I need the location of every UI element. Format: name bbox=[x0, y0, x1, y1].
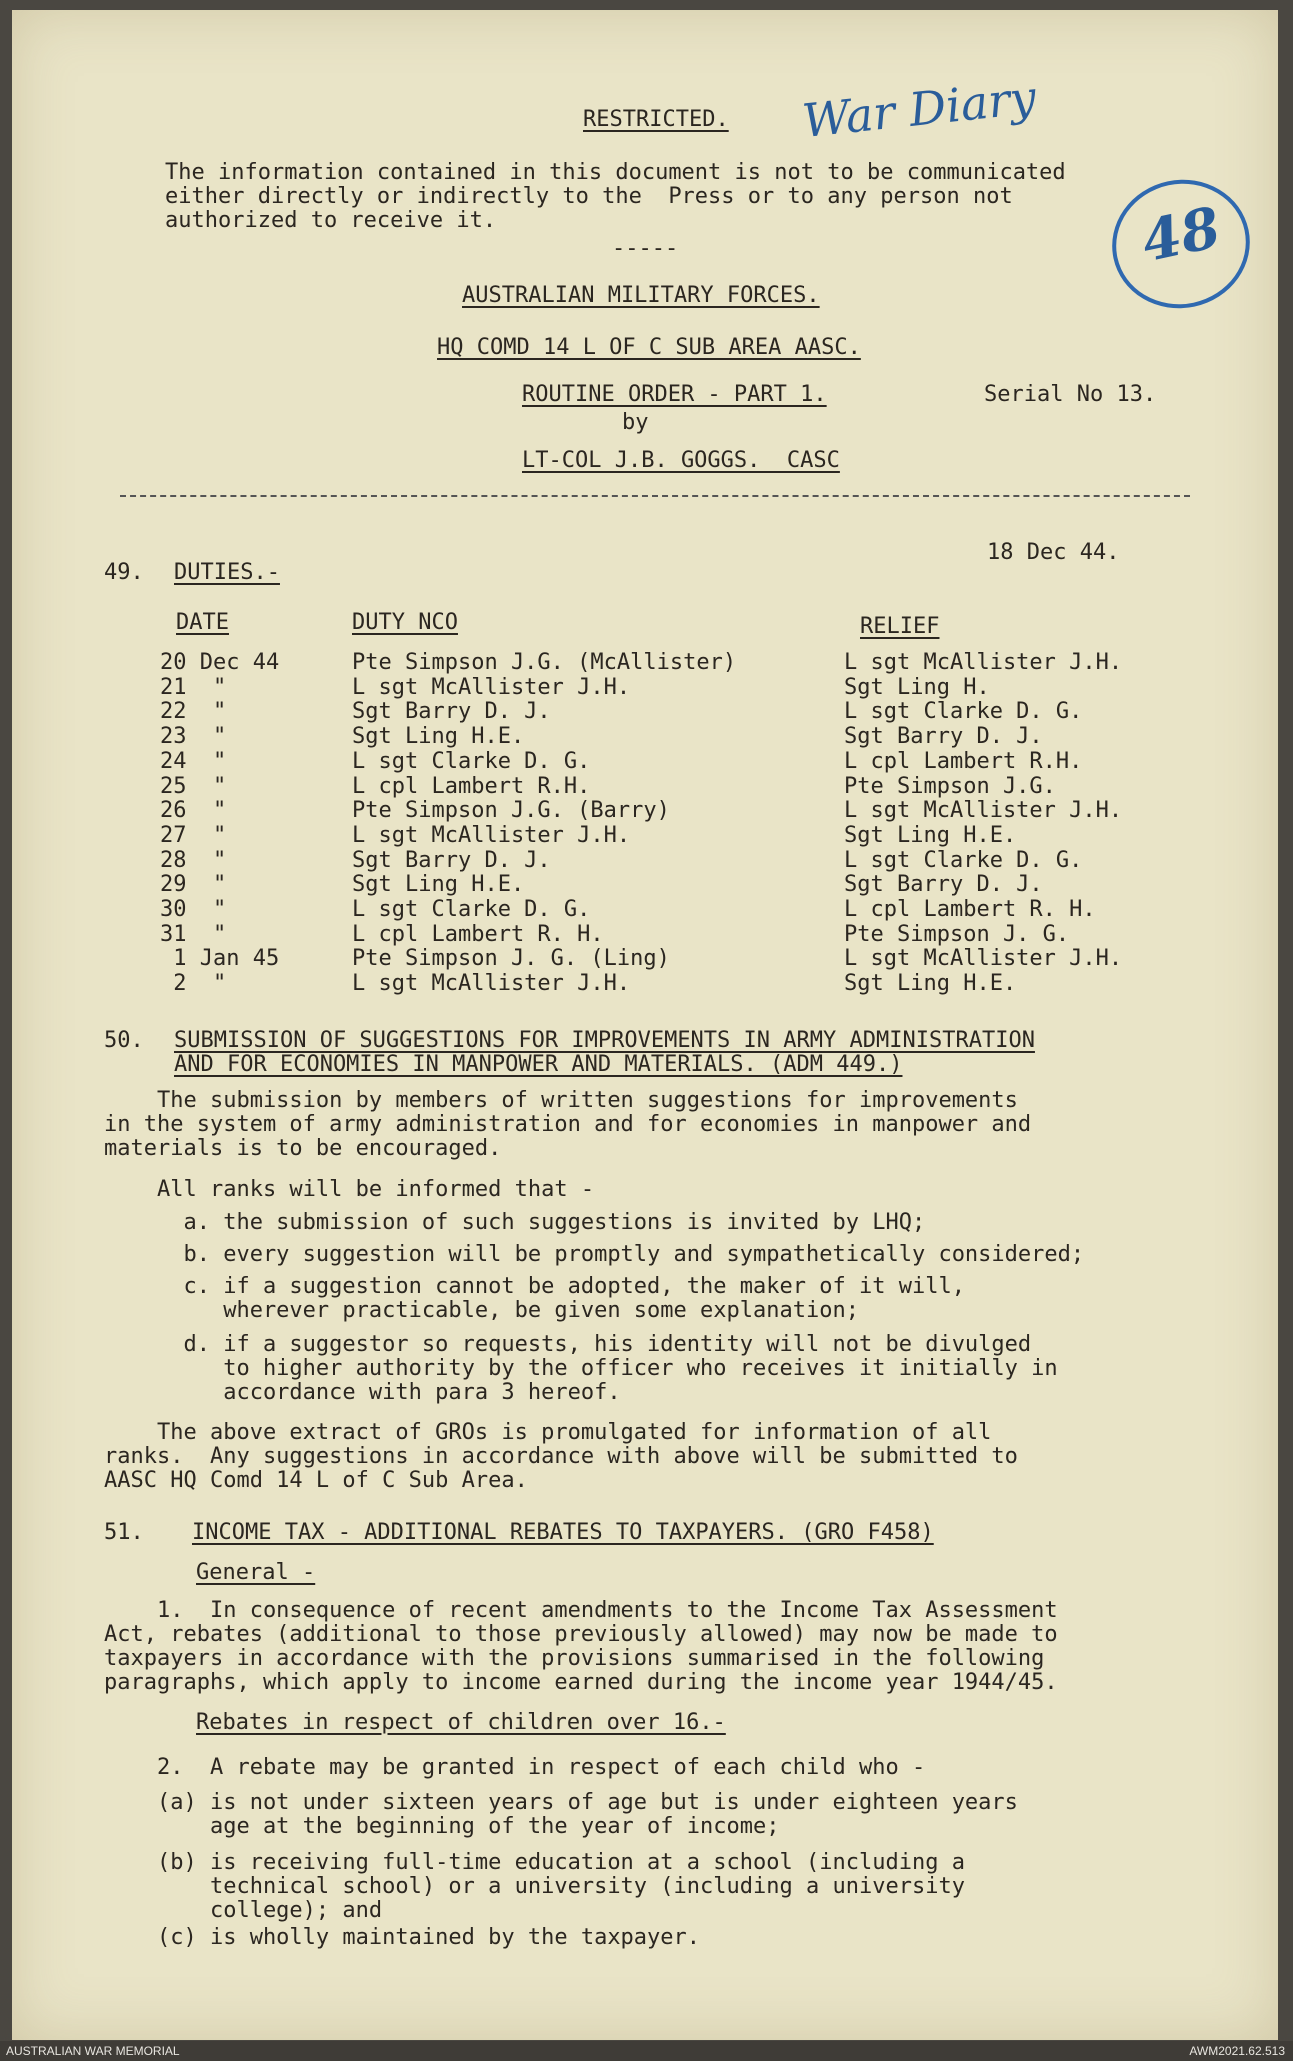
section-title: SUBMISSION OF SUGGESTIONS FOR IMPROVEMENTS IN ARMY ADMINISTRATION bbox=[174, 1028, 1035, 1053]
divider bbox=[120, 495, 1190, 497]
cell-date: 24 " bbox=[160, 749, 227, 774]
org-title: AUSTRALIAN MILITARY FORCES. bbox=[462, 283, 820, 308]
officer-name: LT-COL J.B. GOGGS. CASC bbox=[522, 448, 840, 473]
paragraph-line: in the system of army administration and for economies in manpower and bbox=[104, 1112, 1032, 1137]
cell-nco: Pte Simpson J.G. (Barry) bbox=[352, 798, 670, 823]
cell-nco: Sgt Ling H.E. bbox=[352, 872, 525, 897]
paragraph-line: ranks. Any suggestions in accordance with above will be submitted to bbox=[104, 1444, 1018, 1469]
cell-relief: Sgt Ling H. bbox=[844, 675, 990, 700]
cell-date: 1 Jan 45 bbox=[160, 946, 280, 971]
column-header-relief: RELIEF bbox=[860, 614, 940, 639]
cell-relief: Pte Simpson J. G. bbox=[844, 922, 1070, 947]
paragraph-line: All ranks will be informed that - bbox=[104, 1177, 595, 1202]
cell-nco: Sgt Ling H.E. bbox=[352, 724, 525, 749]
cell-nco: L sgt Clarke D. G. bbox=[352, 749, 591, 774]
section-title: INCOME TAX - ADDITIONAL REBATES TO TAXPAYERS. (GRO F458) bbox=[192, 1520, 934, 1545]
cell-date: 26 " bbox=[160, 798, 227, 823]
cell-relief: L sgt McAllister J.H. bbox=[844, 650, 1123, 675]
cell-nco: L sgt McAllister J.H. bbox=[352, 971, 631, 996]
circled-number: 48 bbox=[1136, 194, 1227, 276]
cell-date: 31 " bbox=[160, 922, 227, 947]
list-item: (b) is receiving full-time education at a school (including a bbox=[104, 1850, 965, 1875]
cell-relief: Sgt Barry D. J. bbox=[844, 872, 1043, 897]
cell-relief: L sgt McAllister J.H. bbox=[844, 798, 1123, 823]
cell-nco: Sgt Barry D. J. bbox=[352, 699, 551, 724]
column-header-date: DATE bbox=[176, 610, 229, 635]
footer-accession: AWM2021.62.513 bbox=[1189, 2044, 1285, 2058]
list-item: wherever practicable, be given some explanation; bbox=[104, 1298, 859, 1323]
handwritten-note: War Diary bbox=[799, 69, 1039, 149]
list-item: c. if a suggestion cannot be adopted, the maker of it will, bbox=[104, 1274, 965, 1299]
footer-bar bbox=[0, 2041, 1293, 2061]
cell-nco: L sgt Clarke D. G. bbox=[352, 897, 591, 922]
paragraph-line: AASC HQ Comd 14 L of C Sub Area. bbox=[104, 1468, 528, 1493]
paragraph-line: 1. In consequence of recent amendments to the Income Tax Assessment bbox=[104, 1598, 1058, 1623]
cell-date: 29 " bbox=[160, 872, 227, 897]
paragraph-line: The above extract of GROs is promulgated for information of all bbox=[104, 1420, 992, 1445]
cell-date: 22 " bbox=[160, 699, 227, 724]
cell-nco: L cpl Lambert R. H. bbox=[352, 922, 604, 947]
notice-line: either directly or indirectly to the Press or to any person not bbox=[165, 184, 1013, 209]
section-number: 49. bbox=[104, 560, 144, 585]
paragraph-line: paragraphs, which apply to income earned during the income year 1944/45. bbox=[104, 1670, 1058, 1695]
cell-date: 2 " bbox=[160, 971, 227, 996]
cell-relief: L sgt Clarke D. G. bbox=[844, 699, 1083, 724]
order-title: ROUTINE ORDER - PART 1. bbox=[522, 382, 827, 407]
section-title: AND FOR ECONOMIES IN MANPOWER AND MATERIALS. (ADM 449.) bbox=[174, 1052, 903, 1077]
paragraph-line: materials is to be encouraged. bbox=[104, 1136, 502, 1161]
list-item: technical school) or a university (including a university bbox=[104, 1874, 965, 1899]
cell-date: 25 " bbox=[160, 774, 227, 799]
list-item: d. if a suggestor so requests, his identity will not be divulged bbox=[104, 1332, 1032, 1357]
paragraph-line: Act, rebates (additional to those previously allowed) may now be made to bbox=[104, 1622, 1058, 1647]
circled-number-stamp bbox=[1100, 167, 1262, 321]
cell-relief: Pte Simpson J.G. bbox=[844, 774, 1056, 799]
list-item: (c) is wholly maintained by the taxpayer. bbox=[104, 1925, 701, 1950]
list-item: b. every suggestion will be promptly and sympathetically considered; bbox=[104, 1242, 1085, 1267]
cell-date: 28 " bbox=[160, 848, 227, 873]
cell-date: 21 " bbox=[160, 675, 227, 700]
cell-relief: Sgt Ling H.E. bbox=[844, 971, 1017, 996]
list-item: (a) is not under sixteen years of age but is under eighteen years bbox=[104, 1790, 1018, 1815]
unit-title: HQ COMD 14 L OF C SUB AREA AASC. bbox=[437, 335, 861, 360]
paragraph-line: 2. A rebate may be granted in respect of each child who - bbox=[104, 1755, 926, 1780]
section-number: 50. bbox=[104, 1028, 144, 1053]
paragraph-line: The submission by members of written suggestions for improvements bbox=[104, 1088, 1018, 1113]
restricted-label: RESTRICTED. bbox=[583, 107, 729, 132]
cell-nco: Pte Simpson J. G. (Ling) bbox=[352, 946, 670, 971]
serial-number: Serial No 13. bbox=[984, 382, 1157, 407]
order-date: 18 Dec 44. bbox=[987, 540, 1120, 565]
document-page bbox=[12, 10, 1278, 2040]
list-item: accordance with para 3 hereof. bbox=[104, 1380, 621, 1405]
cell-relief: L cpl Lambert R. H. bbox=[844, 897, 1096, 922]
by-label: by bbox=[622, 410, 649, 435]
cell-nco: L cpl Lambert R.H. bbox=[352, 774, 591, 799]
cell-relief: Sgt Barry D. J. bbox=[844, 724, 1043, 749]
cell-relief: L sgt Clarke D. G. bbox=[844, 848, 1083, 873]
subheading: General - bbox=[196, 1560, 316, 1585]
list-item: to higher authority by the officer who receives it initially in bbox=[104, 1356, 1058, 1381]
notice-line: authorized to receive it. bbox=[165, 208, 497, 233]
list-item: college); and bbox=[104, 1898, 383, 1923]
cell-date: 27 " bbox=[160, 823, 227, 848]
cell-relief: L cpl Lambert R.H. bbox=[844, 749, 1083, 774]
notice-line: The information contained in this document is not to be communicated bbox=[165, 160, 1066, 185]
subheading: Rebates in respect of children over 16.- bbox=[196, 1710, 726, 1735]
cell-date: 23 " bbox=[160, 724, 227, 749]
cell-relief: L sgt McAllister J.H. bbox=[844, 946, 1123, 971]
footer-credit: AUSTRALIAN WAR MEMORIAL bbox=[6, 2044, 180, 2058]
cell-nco: Sgt Barry D. J. bbox=[352, 848, 551, 873]
list-item: age at the beginning of the year of income; bbox=[104, 1814, 780, 1839]
column-header-nco: DUTY NCO bbox=[352, 610, 458, 635]
cell-nco: L sgt McAllister J.H. bbox=[352, 675, 631, 700]
section-title: DUTIES.- bbox=[174, 560, 280, 585]
cell-relief: Sgt Ling H.E. bbox=[844, 823, 1017, 848]
paragraph-line: taxpayers in accordance with the provisions summarised in the following bbox=[104, 1646, 1045, 1671]
cell-date: 20 Dec 44 bbox=[160, 650, 280, 675]
separator: ----- bbox=[612, 236, 679, 261]
cell-nco: Pte Simpson J.G. (McAllister) bbox=[352, 650, 737, 675]
cell-nco: L sgt McAllister J.H. bbox=[352, 823, 631, 848]
section-number: 51. bbox=[104, 1520, 144, 1545]
list-item: a. the submission of such suggestions is invited by LHQ; bbox=[104, 1210, 926, 1235]
cell-date: 30 " bbox=[160, 897, 227, 922]
